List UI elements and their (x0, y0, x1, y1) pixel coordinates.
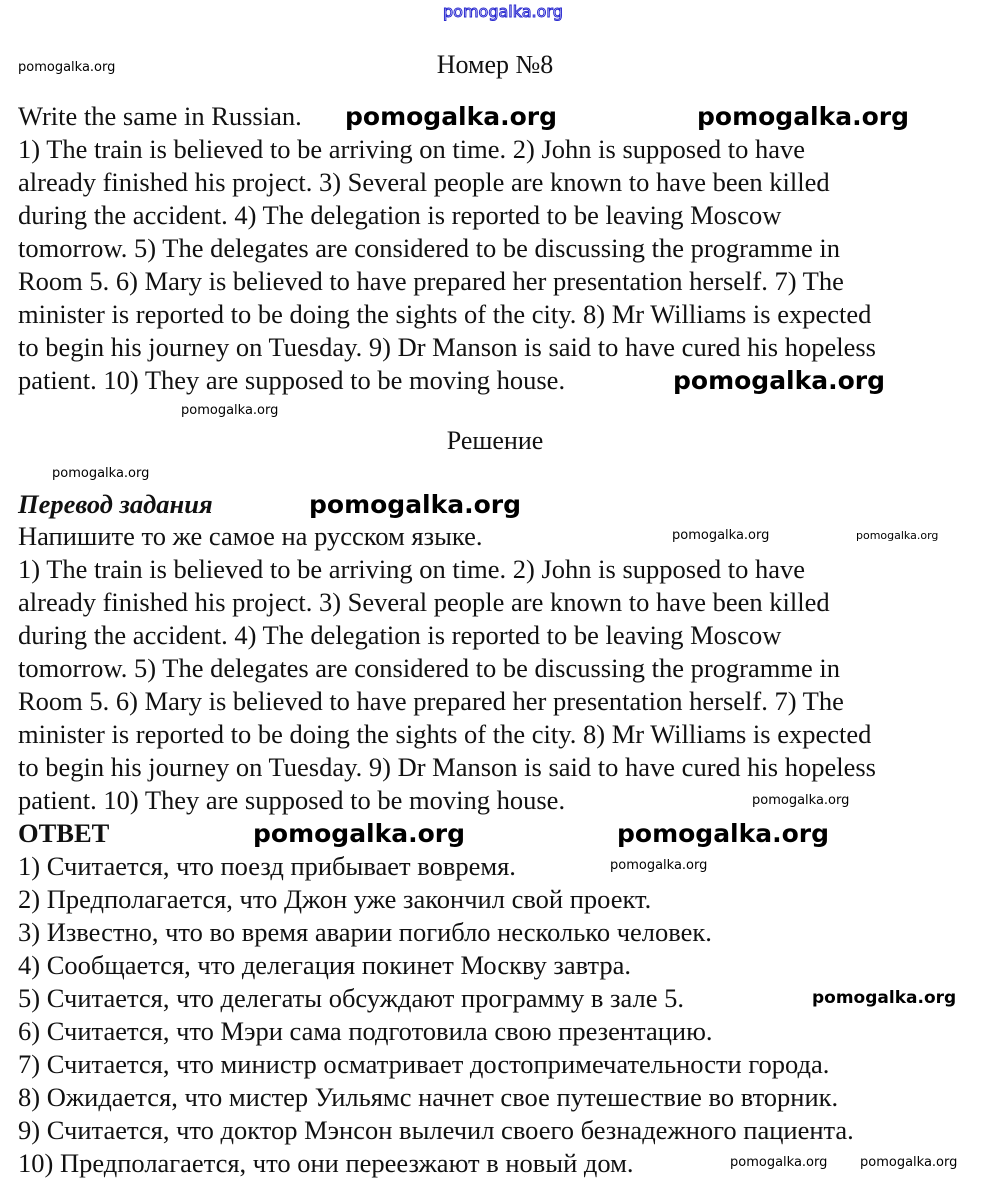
task-line: during the accident. 4) The delegation is reported to be leaving Moscow (18, 620, 782, 650)
page-title: Номер №8 (436, 50, 554, 79)
answer-line: 10) Предполагается, что они переезжают в новый дом. (18, 1148, 634, 1178)
task-line: to begin his journey on Tuesday. 9) Dr Manson is said to have cured his hopeless (18, 332, 876, 362)
instruction: Write the same in Russian. (18, 101, 302, 131)
task-line: already finished his project. 3) Several people are known to have been killed (18, 587, 830, 617)
watermark: pomogalka.org (673, 366, 886, 395)
task-line: Room 5. 6) Mary is believed to have prepared her presentation herself. 7) The (18, 266, 844, 296)
watermark: pomogalka.org (617, 819, 830, 848)
answer-line: 5) Считается, что делегаты обсуждают программу в зале 5. (18, 983, 685, 1013)
watermark: pomogalka.org (730, 1155, 828, 1170)
task-line: patient. 10) They are supposed to be moving house. (18, 365, 566, 395)
task-line: Room 5. 6) Mary is believed to have prepared her presentation herself. 7) The (18, 686, 844, 716)
watermark: pomogalka.org (697, 102, 910, 131)
answer-line: 7) Считается, что министр осматривает достопримечательности города. (18, 1049, 830, 1079)
task-line: patient. 10) They are supposed to be moving house. (18, 785, 566, 815)
task-line: already finished his project. 3) Several people are known to have been killed (18, 167, 830, 197)
task-line: during the accident. 4) The delegation is reported to be leaving Moscow (18, 200, 782, 230)
watermark: pomogalka.org (672, 528, 770, 543)
answer-line: 2) Предполагается, что Джон уже закончил свой проект. (18, 884, 652, 914)
watermark: pomogalka.org (345, 102, 558, 131)
solution-heading: Решение (446, 426, 544, 455)
answer-line: 4) Сообщается, что делегация покинет Москву завтра. (18, 950, 632, 980)
site-link[interactable]: pomogalka.org (443, 2, 563, 21)
translation-instruction: Напишите то же самое на русском языке. (18, 521, 483, 551)
watermark: pomogalka.org (752, 793, 850, 808)
task-line: 1) The train is believed to be arriving on time. 2) John is supposed to have (18, 554, 805, 584)
task-line: tomorrow. 5) The delegates are considered to be discussing the programme in (18, 653, 840, 683)
watermark: pomogalka.org (181, 403, 279, 418)
translation-heading: Перевод задания (18, 489, 213, 519)
task-line: minister is reported to be doing the sights of the city. 8) Mr Williams is expected (18, 719, 872, 749)
watermark: pomogalka.org (253, 819, 466, 848)
answer-line: 8) Ожидается, что мистер Уильямс начнет свое путешествие во вторник. (18, 1082, 839, 1112)
watermark: pomogalka.org (610, 858, 708, 873)
answer-line: 6) Считается, что Мэри сама подготовила свою презентацию. (18, 1016, 713, 1046)
answer-line: 3) Известно, что во время аварии погибло несколько человек. (18, 917, 712, 947)
task-line: to begin his journey on Tuesday. 9) Dr Manson is said to have cured his hopeless (18, 752, 876, 782)
task-line: 1) The train is believed to be arriving on time. 2) John is supposed to have (18, 134, 805, 164)
watermark: pomogalka.org (860, 1155, 958, 1170)
answer-line: 9) Считается, что доктор Мэнсон вылечил своего безнадежного пациента. (18, 1115, 854, 1145)
watermark: pomogalka.org (856, 529, 939, 542)
watermark: pomogalka.org (52, 466, 150, 481)
answer-line: 1) Считается, что поезд прибывает вовремя. (18, 851, 516, 881)
watermark: pomogalka.org (18, 60, 116, 75)
task-line: tomorrow. 5) The delegates are considered to be discussing the programme in (18, 233, 840, 263)
watermark: pomogalka.org (309, 490, 522, 519)
task-line: minister is reported to be doing the sights of the city. 8) Mr Williams is expected (18, 299, 872, 329)
answer-heading: ОТВЕТ (18, 818, 110, 848)
watermark: pomogalka.org (812, 988, 957, 1008)
